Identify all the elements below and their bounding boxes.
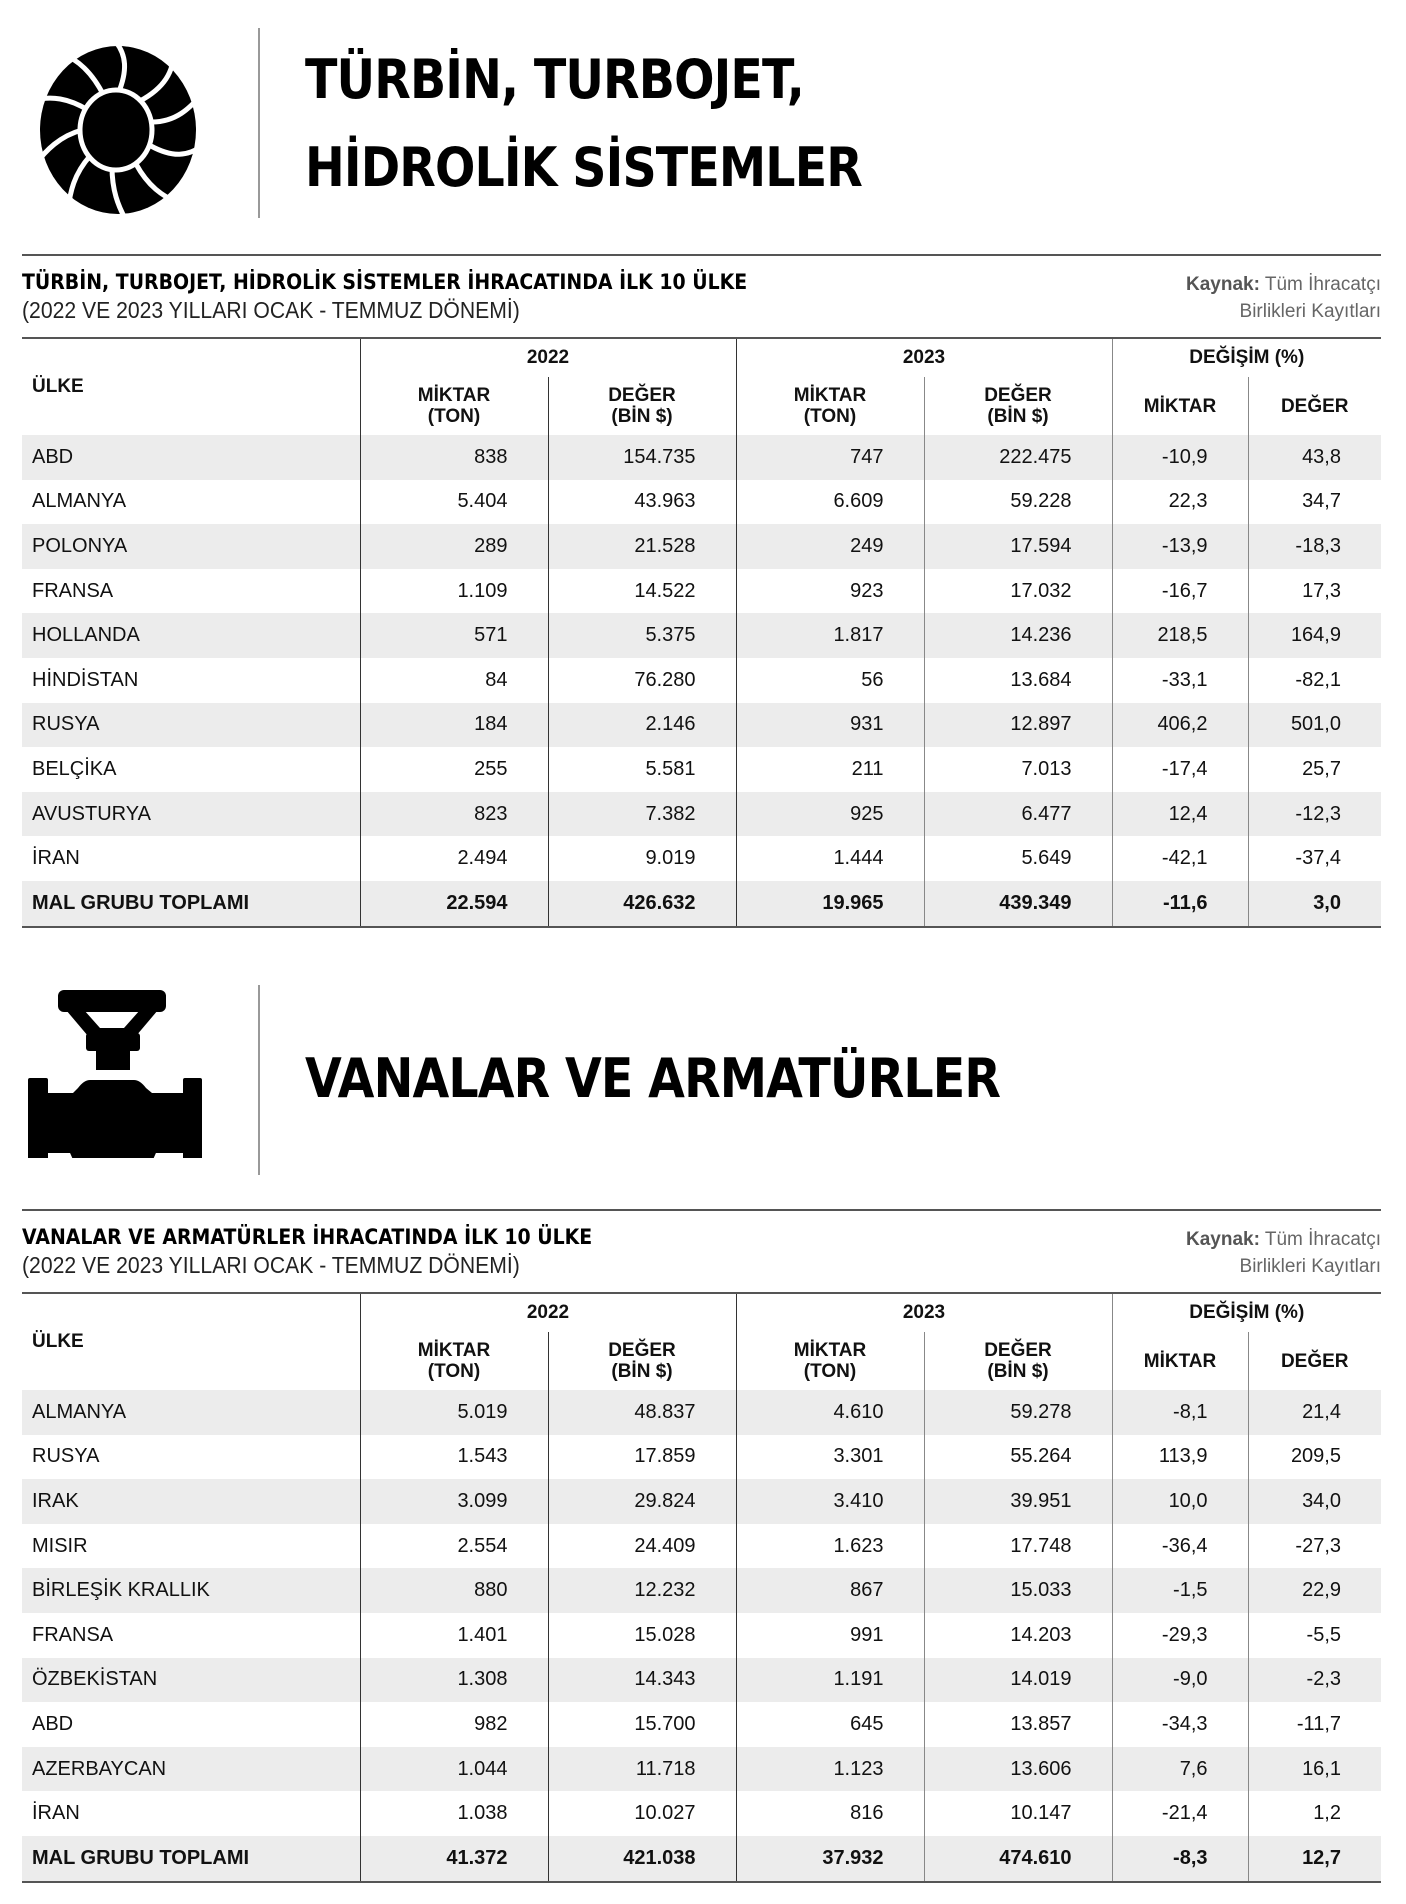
header-qty-unit: (TON) bbox=[803, 1361, 857, 1382]
cell-val-2023: 15.033 bbox=[924, 1568, 1112, 1613]
turbine-icon bbox=[28, 38, 208, 218]
cell-country: RUSYA bbox=[22, 703, 360, 748]
cell-change-qty: -10,9 bbox=[1112, 435, 1248, 480]
table-row bbox=[22, 1435, 1381, 1480]
cell-qty-2023: 931 bbox=[736, 703, 924, 748]
cell-country: FRANSA bbox=[32, 579, 114, 602]
cell-change-qty: -1,5 bbox=[1112, 1568, 1248, 1613]
cell-qty-2022: 838 bbox=[360, 435, 548, 480]
export-table bbox=[22, 1292, 1381, 1883]
cell-change-qty: -34,3 bbox=[1112, 1702, 1248, 1747]
table-title: VANALAR VE ARMATÜRLER İHRACATINDA İLK 10 ÜLKE bbox=[22, 1225, 593, 1249]
cell-country: İRAN bbox=[32, 847, 80, 870]
cell-qty-2023: 867 bbox=[736, 1568, 924, 1613]
cell-qty-2022: 1.308 bbox=[360, 1658, 548, 1703]
cell-change-val: 34,7 bbox=[1248, 480, 1381, 525]
source-text-2: Birlikleri Kayıtları bbox=[1239, 1256, 1381, 1277]
source-text-1: Tüm İhracatçı bbox=[1264, 274, 1381, 295]
header-qty-2023 bbox=[736, 1332, 924, 1390]
cell-change-qty: 218,5 bbox=[1112, 613, 1248, 658]
section-turbine bbox=[0, 0, 1406, 940]
cell-country: MISIR bbox=[32, 1534, 88, 1557]
header-val-2023 bbox=[924, 1332, 1112, 1390]
table-title: TÜRBİN, TURBOJET, HİDROLİK SİSTEMLER İHRACATINDA İLK 10 ÜLKE bbox=[22, 270, 748, 294]
cell-qty-2022: 880 bbox=[360, 1568, 548, 1613]
cell-val-2022: 421.038 bbox=[548, 1836, 736, 1882]
table-row bbox=[22, 747, 1381, 792]
cell-country: ALMANYA bbox=[22, 1390, 360, 1435]
header-qty-unit: (TON) bbox=[427, 406, 481, 427]
table-row bbox=[22, 1658, 1381, 1703]
cell-val-2023: 13.684 bbox=[924, 658, 1112, 703]
header-divider bbox=[258, 28, 260, 218]
cell-qty-2022: 823 bbox=[360, 792, 548, 837]
header-val-label: DEĞER bbox=[984, 1340, 1052, 1361]
source-text-1: Tüm İhracatçı bbox=[1264, 1229, 1381, 1250]
cell-val-2022: 2.146 bbox=[548, 703, 736, 748]
cell-qty-2022: 5.019 bbox=[360, 1390, 548, 1435]
cell-change-val: 43,8 bbox=[1248, 435, 1381, 480]
cell-qty-2022: 1.038 bbox=[360, 1791, 548, 1836]
cell-change-qty: -21,4 bbox=[1112, 1791, 1248, 1836]
cell-country: RUSYA bbox=[32, 1445, 100, 1468]
cell-val-2022: 48.837 bbox=[548, 1390, 736, 1435]
cell-country: BELÇİKA bbox=[32, 757, 117, 780]
top-rule bbox=[22, 254, 1381, 256]
cell-change-qty: -17,4 bbox=[1112, 747, 1248, 792]
table-row bbox=[22, 480, 1381, 525]
cell-change-qty: -29,3 bbox=[1112, 1613, 1248, 1658]
cell-country: POLONYA bbox=[22, 524, 360, 569]
cell-qty-2023: 991 bbox=[736, 1613, 924, 1658]
cell-val-2022: 5.581 bbox=[548, 747, 736, 792]
header-val-2022 bbox=[548, 1332, 736, 1390]
header-year-2023: 2023 bbox=[736, 338, 1112, 377]
cell-change-qty: 10,0 bbox=[1112, 1479, 1248, 1524]
cell-country: MAL GRUBU TOPLAMI bbox=[22, 881, 360, 927]
table-row bbox=[22, 658, 1381, 703]
cell-val-2023: 17.748 bbox=[924, 1524, 1112, 1569]
cell-change-val: -82,1 bbox=[1248, 658, 1381, 703]
cell-change-qty: -11,6 bbox=[1112, 881, 1248, 927]
header-qty-2022 bbox=[360, 1332, 548, 1390]
table-row bbox=[22, 703, 1381, 748]
cell-qty-2023: 3.410 bbox=[736, 1479, 924, 1524]
table-row bbox=[22, 613, 1381, 658]
header-change-qty: MİKTAR bbox=[1112, 377, 1248, 435]
cell-qty-2023: 645 bbox=[736, 1702, 924, 1747]
header-qty-2023 bbox=[736, 377, 924, 435]
cell-qty-2022: 2.494 bbox=[360, 836, 548, 881]
cell-country: IRAK bbox=[22, 1479, 360, 1524]
cell-change-val: -2,3 bbox=[1248, 1658, 1381, 1703]
export-table bbox=[22, 337, 1381, 928]
header-val-unit: (BİN $) bbox=[987, 406, 1049, 427]
cell-val-2022: 15.700 bbox=[548, 1702, 736, 1747]
header-change-val: DEĞER bbox=[1248, 1332, 1381, 1390]
cell-change-val: -18,3 bbox=[1248, 524, 1381, 569]
cell-country: FRANSA bbox=[32, 1623, 114, 1646]
cell-change-val: -37,4 bbox=[1248, 836, 1381, 881]
section-title bbox=[305, 36, 862, 212]
cell-qty-2023: 249 bbox=[736, 524, 924, 569]
cell-qty-2023: 1.191 bbox=[736, 1658, 924, 1703]
header-qty-unit: (TON) bbox=[427, 1361, 481, 1382]
cell-country: HOLLANDA bbox=[22, 613, 360, 658]
section-title-line-1: VANALAR VE ARMATÜRLER bbox=[305, 1047, 1001, 1110]
cell-qty-2022: 84 bbox=[360, 658, 548, 703]
cell-qty-2023: 37.932 bbox=[736, 1836, 924, 1882]
cell-qty-2023: 4.610 bbox=[736, 1390, 924, 1435]
cell-change-qty: -42,1 bbox=[1112, 836, 1248, 881]
cell-qty-2023: 816 bbox=[736, 1791, 924, 1836]
cell-country: AZERBAYCAN bbox=[22, 1747, 360, 1792]
cell-val-2023: 10.147 bbox=[924, 1791, 1112, 1836]
source-label: Kaynak: bbox=[1185, 1229, 1260, 1250]
cell-val-2022: 10.027 bbox=[548, 1791, 736, 1836]
header-change-val: DEĞER bbox=[1248, 377, 1381, 435]
header-val-unit: (BİN $) bbox=[611, 406, 673, 427]
cell-change-val: 1,2 bbox=[1248, 1791, 1381, 1836]
cell-val-2023: 39.951 bbox=[924, 1479, 1112, 1524]
cell-qty-2022: 289 bbox=[360, 524, 548, 569]
header-val-label: DEĞER bbox=[608, 1340, 676, 1361]
table-row bbox=[22, 1390, 1381, 1435]
table-subtitle: (2022 VE 2023 YILLARI OCAK - TEMMUZ DÖNEMİ) bbox=[22, 297, 520, 323]
cell-val-2022: 11.718 bbox=[548, 1747, 736, 1792]
section-title-line-2: HİDROLİK SİSTEMLER bbox=[305, 136, 862, 199]
table-row bbox=[22, 1524, 1381, 1569]
cell-val-2022: 426.632 bbox=[548, 881, 736, 927]
cell-val-2023: 14.203 bbox=[924, 1613, 1112, 1658]
table-row bbox=[22, 1479, 1381, 1524]
cell-change-val: 16,1 bbox=[1248, 1747, 1381, 1792]
cell-val-2023: 13.606 bbox=[924, 1747, 1112, 1792]
cell-change-val: 17,3 bbox=[1248, 569, 1381, 614]
valve-icon bbox=[28, 988, 203, 1158]
cell-qty-2023: 1.623 bbox=[736, 1524, 924, 1569]
header-val-unit: (BİN $) bbox=[987, 1361, 1049, 1382]
cell-qty-2023: 1.444 bbox=[736, 836, 924, 881]
cell-val-2023: 14.019 bbox=[924, 1658, 1112, 1703]
header-change-qty: MİKTAR bbox=[1112, 1332, 1248, 1390]
cell-change-qty: -8,1 bbox=[1112, 1390, 1248, 1435]
cell-val-2022: 7.382 bbox=[548, 792, 736, 837]
table-row bbox=[22, 1747, 1381, 1792]
cell-country: İRAN bbox=[32, 1802, 80, 1825]
header-change: DEĞİŞİM (%) bbox=[1112, 1293, 1381, 1332]
header-qty-label: MİKTAR bbox=[793, 385, 867, 406]
header-year-2022: 2022 bbox=[360, 338, 736, 377]
header-country: ÜLKE bbox=[22, 338, 360, 435]
header-val-2022 bbox=[548, 377, 736, 435]
cell-val-2022: 154.735 bbox=[548, 435, 736, 480]
header-change: DEĞİŞİM (%) bbox=[1112, 338, 1381, 377]
cell-qty-2023: 211 bbox=[736, 747, 924, 792]
cell-change-qty: 12,4 bbox=[1112, 792, 1248, 837]
cell-change-val: 34,0 bbox=[1248, 1479, 1381, 1524]
cell-val-2023: 12.897 bbox=[924, 703, 1112, 748]
cell-val-2023: 6.477 bbox=[924, 792, 1112, 837]
cell-qty-2022: 5.404 bbox=[360, 480, 548, 525]
header-val-label: DEĞER bbox=[608, 385, 676, 406]
cell-qty-2023: 923 bbox=[736, 569, 924, 614]
total-row bbox=[22, 1836, 1381, 1882]
header-val-2023 bbox=[924, 377, 1112, 435]
header-country: ÜLKE bbox=[22, 1293, 360, 1390]
cell-val-2022: 5.375 bbox=[548, 613, 736, 658]
cell-val-2022: 9.019 bbox=[548, 836, 736, 881]
cell-country: HİNDİSTAN bbox=[32, 668, 139, 691]
cell-val-2023: 17.594 bbox=[924, 524, 1112, 569]
cell-change-val: 21,4 bbox=[1248, 1390, 1381, 1435]
table-row bbox=[22, 569, 1381, 614]
source-label: Kaynak: bbox=[1185, 274, 1260, 295]
cell-val-2023: 55.264 bbox=[924, 1435, 1112, 1480]
cell-change-val: 22,9 bbox=[1248, 1568, 1381, 1613]
cell-val-2023: 17.032 bbox=[924, 569, 1112, 614]
cell-qty-2022: 1.543 bbox=[360, 1435, 548, 1480]
table-row bbox=[22, 524, 1381, 569]
header-qty-2022 bbox=[360, 377, 548, 435]
cell-qty-2022: 184 bbox=[360, 703, 548, 748]
cell-qty-2022: 22.594 bbox=[360, 881, 548, 927]
cell-qty-2022: 255 bbox=[360, 747, 548, 792]
table-row bbox=[22, 1568, 1381, 1613]
table-row bbox=[22, 836, 1381, 881]
cell-change-qty: -36,4 bbox=[1112, 1524, 1248, 1569]
cell-qty-2022: 1.109 bbox=[360, 569, 548, 614]
cell-change-val: -5,5 bbox=[1248, 1613, 1381, 1658]
header-qty-label: MİKTAR bbox=[417, 1340, 491, 1361]
cell-val-2023: 439.349 bbox=[924, 881, 1112, 927]
cell-change-val: 12,7 bbox=[1248, 1836, 1381, 1882]
cell-qty-2023: 747 bbox=[736, 435, 924, 480]
cell-qty-2023: 1.123 bbox=[736, 1747, 924, 1792]
cell-change-qty: -33,1 bbox=[1112, 658, 1248, 703]
cell-change-val: 3,0 bbox=[1248, 881, 1381, 927]
header-divider bbox=[258, 985, 260, 1175]
cell-val-2022: 12.232 bbox=[548, 1568, 736, 1613]
cell-change-val: -11,7 bbox=[1248, 1702, 1381, 1747]
table-row bbox=[22, 792, 1381, 837]
cell-country: ABD bbox=[22, 435, 360, 480]
cell-val-2023: 7.013 bbox=[924, 747, 1112, 792]
cell-qty-2022: 2.554 bbox=[360, 1524, 548, 1569]
cell-change-val: 25,7 bbox=[1248, 747, 1381, 792]
table-row bbox=[22, 1613, 1381, 1658]
cell-country: AVUSTURYA bbox=[22, 792, 360, 837]
header-year-2022: 2022 bbox=[360, 1293, 736, 1332]
cell-qty-2022: 3.099 bbox=[360, 1479, 548, 1524]
source-note bbox=[1186, 1226, 1381, 1280]
table-body bbox=[22, 435, 1381, 927]
cell-change-qty: -13,9 bbox=[1112, 524, 1248, 569]
cell-val-2022: 24.409 bbox=[548, 1524, 736, 1569]
cell-country: ABD bbox=[32, 1712, 74, 1735]
cell-country: BİRLEŞİK KRALLIK bbox=[22, 1568, 360, 1613]
header-val-label: DEĞER bbox=[984, 385, 1052, 406]
table-subtitle: (2022 VE 2023 YILLARI OCAK - TEMMUZ DÖNEMİ) bbox=[22, 1252, 520, 1278]
cell-qty-2023: 925 bbox=[736, 792, 924, 837]
cell-qty-2023: 3.301 bbox=[736, 1435, 924, 1480]
cell-change-val: 164,9 bbox=[1248, 613, 1381, 658]
cell-val-2023: 474.610 bbox=[924, 1836, 1112, 1882]
cell-qty-2022: 1.044 bbox=[360, 1747, 548, 1792]
table-row bbox=[22, 435, 1381, 480]
cell-val-2022: 14.343 bbox=[548, 1658, 736, 1703]
total-row bbox=[22, 881, 1381, 927]
cell-val-2022: 21.528 bbox=[548, 524, 736, 569]
cell-change-qty: 7,6 bbox=[1112, 1747, 1248, 1792]
cell-country: ÖZBEKİSTAN bbox=[22, 1658, 360, 1703]
cell-change-qty: 406,2 bbox=[1112, 703, 1248, 748]
cell-country: ALMANYA bbox=[32, 490, 127, 513]
cell-qty-2023: 56 bbox=[736, 658, 924, 703]
cell-val-2023: 14.236 bbox=[924, 613, 1112, 658]
cell-country: MAL GRUBU TOPLAMI bbox=[22, 1836, 360, 1882]
cell-change-qty: 113,9 bbox=[1112, 1435, 1248, 1480]
cell-qty-2023: 1.817 bbox=[736, 613, 924, 658]
cell-qty-2022: 982 bbox=[360, 1702, 548, 1747]
cell-val-2023: 59.228 bbox=[924, 480, 1112, 525]
cell-change-val: 209,5 bbox=[1248, 1435, 1381, 1480]
cell-change-val: -27,3 bbox=[1248, 1524, 1381, 1569]
cell-val-2023: 5.649 bbox=[924, 836, 1112, 881]
source-note bbox=[1186, 271, 1381, 325]
cell-change-val: 501,0 bbox=[1248, 703, 1381, 748]
header-qty-label: MİKTAR bbox=[793, 1340, 867, 1361]
cell-change-qty: -9,0 bbox=[1112, 1658, 1248, 1703]
top-rule bbox=[22, 1209, 1381, 1211]
cell-val-2022: 14.522 bbox=[548, 569, 736, 614]
section-title-line-1: TÜRBİN, TURBOJET, bbox=[305, 48, 804, 111]
cell-change-val: -12,3 bbox=[1248, 792, 1381, 837]
cell-qty-2023: 19.965 bbox=[736, 881, 924, 927]
header-qty-label: MİKTAR bbox=[417, 385, 491, 406]
cell-change-qty: 22,3 bbox=[1112, 480, 1248, 525]
cell-val-2023: 59.278 bbox=[924, 1390, 1112, 1435]
table-row bbox=[22, 1702, 1381, 1747]
cell-val-2022: 15.028 bbox=[548, 1613, 736, 1658]
cell-change-qty: -8,3 bbox=[1112, 1836, 1248, 1882]
cell-qty-2023: 6.609 bbox=[736, 480, 924, 525]
cell-change-qty: -16,7 bbox=[1112, 569, 1248, 614]
cell-qty-2022: 1.401 bbox=[360, 1613, 548, 1658]
cell-val-2022: 43.963 bbox=[548, 480, 736, 525]
table-row bbox=[22, 1791, 1381, 1836]
cell-val-2022: 17.859 bbox=[548, 1435, 736, 1480]
cell-val-2023: 13.857 bbox=[924, 1702, 1112, 1747]
cell-qty-2022: 571 bbox=[360, 613, 548, 658]
header-val-unit: (BİN $) bbox=[611, 1361, 673, 1382]
header-qty-unit: (TON) bbox=[803, 406, 857, 427]
table-body bbox=[22, 1390, 1381, 1882]
cell-val-2023: 222.475 bbox=[924, 435, 1112, 480]
source-text-2: Birlikleri Kayıtları bbox=[1239, 301, 1381, 322]
cell-qty-2022: 41.372 bbox=[360, 1836, 548, 1882]
header-year-2023: 2023 bbox=[736, 1293, 1112, 1332]
cell-val-2022: 29.824 bbox=[548, 1479, 736, 1524]
cell-val-2022: 76.280 bbox=[548, 658, 736, 703]
section-title bbox=[305, 1035, 1000, 1123]
